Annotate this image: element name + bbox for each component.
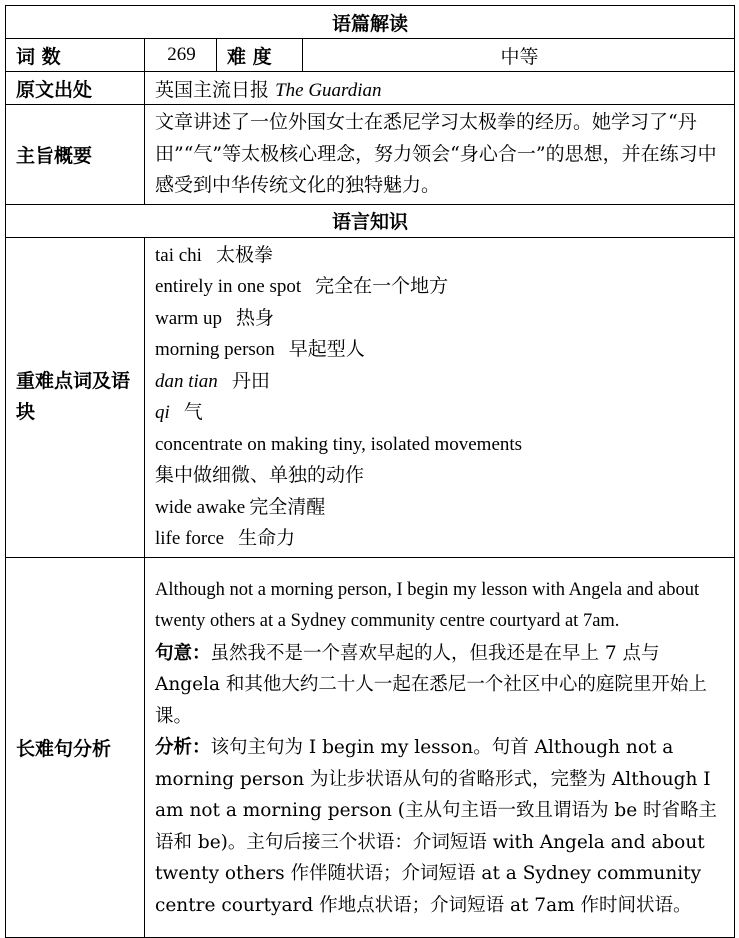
word-count-label: 词 数	[6, 39, 145, 72]
vocab-list	[145, 237, 735, 557]
vocab-label: 重难点词及语块	[6, 237, 145, 557]
key-sentence: Although not a morning person, I begin my lesson with Angela and about twenty others at a Sydney community centre courtyard at 7am.	[155, 579, 700, 632]
section-title-reading: 语篇解读	[6, 6, 735, 39]
section-row-language	[6, 204, 735, 237]
analysis-tag: 分析：	[155, 737, 211, 759]
source-name-en: The Guardian	[275, 79, 382, 101]
meaning-tag: 句意：	[155, 642, 211, 664]
sentence-analysis: 分析：该句主句为 I begin my lesson。句首 Although not a morning person 为让步状语从句的省略形式，完整为 Although I am not a morning person (主从句主语一致且谓语为 be 时省略主语和 be)。主句后接三个状语：介词短语 with Angela and about twenty others 作伴随状语；介词短语 at a Sydney community centre courtyard 作地点状语；介词短语 at 7am 作时间状语。	[155, 737, 718, 916]
section-title-language: 语言知识	[6, 204, 735, 237]
vocab-item: entirely in one spot 完全在一个地方	[155, 275, 449, 297]
vocab-item-translation: 集中做细微、单独的动作	[155, 464, 365, 486]
source-name-zh: 英国主流日报	[155, 78, 270, 101]
summary-text: 文章讲述了一位外国女士在悉尼学习太极拳的经历。她学习了“丹田”“气”等太极核心理念，努力领会“身心合一”的思想，并在练习中感受到中华传统文化的独特魅力。	[145, 105, 735, 205]
meta-row	[6, 39, 735, 72]
vocab-item: life force 生命力	[155, 527, 296, 549]
word-count-value: 269	[145, 39, 217, 72]
vocab-item: qi 气	[155, 401, 203, 423]
vocab-item: dan tian 丹田	[155, 369, 270, 392]
vocab-row	[6, 237, 735, 557]
analysis-row	[6, 557, 735, 937]
vocab-item: morning person 早起型人	[155, 338, 365, 360]
source-label: 原文出处	[6, 72, 145, 105]
summary-label: 主旨概要	[6, 105, 145, 205]
vocab-item: concentrate on making tiny, isolated movements	[155, 433, 523, 455]
source-value	[145, 72, 735, 105]
difficulty-value: 中等	[303, 39, 735, 72]
difficulty-label: 难 度	[217, 39, 303, 72]
sentence-meaning: 句意：虽然我不是一个喜欢早起的人，但我还是在早上 7 点与 Angela 和其他大约二十人一起在悉尼一个社区中心的庭院里开始上课。	[155, 642, 707, 727]
vocab-item: warm up 热身	[155, 306, 275, 329]
reading-table	[5, 5, 735, 938]
source-row	[6, 72, 735, 105]
summary-row	[6, 105, 735, 205]
vocab-item: tai chi 太极拳	[155, 243, 273, 266]
vocab-item: wide awake 完全清醒	[155, 495, 326, 518]
analysis-content	[145, 557, 735, 937]
section-row-reading	[6, 6, 735, 39]
analysis-label: 长难句分析	[6, 557, 145, 937]
